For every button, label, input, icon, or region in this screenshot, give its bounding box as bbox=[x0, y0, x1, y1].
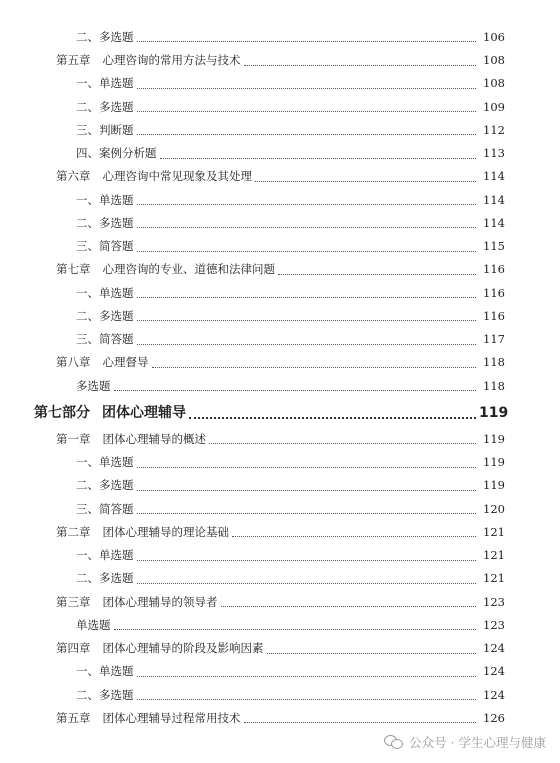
toc-chapter-number: 第二章 bbox=[56, 524, 91, 539]
dot-leader bbox=[137, 698, 477, 700]
toc-entry-title bbox=[76, 687, 134, 702]
toc-entry-label: 一、单选题 bbox=[76, 664, 134, 679]
toc-section-entry[interactable] bbox=[0, 189, 560, 212]
toc-section-entry[interactable] bbox=[0, 305, 560, 328]
dot-leader bbox=[137, 250, 477, 252]
toc-page-number: 119 bbox=[483, 431, 505, 446]
toc-page-number: 113 bbox=[483, 146, 505, 161]
toc-chapter-number: 第一章 bbox=[56, 431, 91, 446]
toc-entry-label: 二、多选题 bbox=[76, 99, 134, 114]
toc-page-number: 118 bbox=[483, 355, 505, 370]
toc-section-entry[interactable] bbox=[0, 282, 560, 305]
toc-entry-label: 二、多选题 bbox=[76, 571, 134, 586]
toc-page-number: 109 bbox=[483, 99, 505, 114]
toc-page-number: 123 bbox=[483, 594, 505, 609]
toc-entry-label: 二、多选题 bbox=[76, 687, 134, 702]
toc-entry-title bbox=[76, 241, 134, 253]
toc-chapter-entry[interactable] bbox=[0, 707, 560, 730]
toc-page-number: 126 bbox=[483, 710, 505, 725]
toc-entry-label: 心理咨询中常见现象及其处理 bbox=[102, 169, 252, 184]
toc-chapter-entry[interactable] bbox=[0, 521, 560, 544]
dot-leader bbox=[137, 559, 477, 561]
toc-section-entry[interactable] bbox=[0, 451, 560, 474]
toc-section-entry[interactable] bbox=[0, 119, 560, 142]
dot-leader bbox=[137, 466, 477, 468]
toc-chapter-number: 第七部分 bbox=[34, 405, 90, 421]
dot-leader bbox=[137, 40, 477, 42]
toc-page-number: 119 bbox=[483, 455, 505, 470]
toc-page-number: 116 bbox=[483, 262, 505, 277]
dot-leader bbox=[255, 180, 476, 182]
toc-entry-label: 三、简答题 bbox=[76, 239, 134, 254]
toc-entry-title bbox=[76, 308, 134, 323]
toc-entry-title bbox=[76, 215, 134, 230]
toc-entry-label: 心理咨询的专业、道德和法律问题 bbox=[102, 262, 275, 277]
toc-page-number: 124 bbox=[483, 641, 505, 656]
toc-entry-title bbox=[56, 171, 252, 183]
toc-entry-label: 心理咨询的常用方法与技术 bbox=[102, 53, 241, 68]
toc-page-number: 114 bbox=[483, 192, 505, 207]
toc-section-entry[interactable] bbox=[0, 544, 560, 567]
toc-entry-title bbox=[56, 643, 264, 655]
dot-leader bbox=[244, 721, 477, 723]
toc-page-number: 114 bbox=[483, 169, 505, 184]
toc-page-number: 108 bbox=[483, 53, 505, 68]
toc-entry-label: 一、单选题 bbox=[76, 285, 134, 300]
toc-section-entry[interactable] bbox=[0, 375, 560, 398]
watermark bbox=[384, 733, 546, 751]
toc-section-entry[interactable] bbox=[0, 212, 560, 235]
toc-entry-label: 二、多选题 bbox=[76, 215, 134, 230]
toc-entry-title bbox=[76, 29, 134, 44]
toc-entry-title bbox=[56, 524, 229, 539]
toc-section-entry[interactable] bbox=[0, 235, 560, 258]
dot-leader bbox=[137, 319, 477, 321]
toc-chapter-entry[interactable] bbox=[0, 166, 560, 189]
toc-entry-label: 二、多选题 bbox=[76, 308, 134, 323]
toc-page-number: 116 bbox=[483, 285, 505, 300]
dot-leader bbox=[114, 628, 477, 630]
toc-part-entry[interactable] bbox=[0, 398, 560, 428]
toc-entry-title bbox=[56, 264, 275, 276]
toc-entry-title bbox=[76, 501, 134, 516]
toc-entry-label: 三、简答题 bbox=[76, 501, 134, 516]
dot-leader bbox=[232, 535, 476, 537]
dot-leader bbox=[160, 157, 477, 159]
toc-page-number: 121 bbox=[483, 548, 505, 563]
dot-leader bbox=[137, 675, 477, 677]
toc-entry-title bbox=[76, 122, 134, 137]
dot-leader bbox=[137, 512, 477, 514]
dot-leader bbox=[137, 110, 477, 112]
dot-leader bbox=[189, 416, 476, 419]
toc-section-entry[interactable] bbox=[0, 614, 560, 637]
toc-entry-label: 团体心理辅导的阶段及影响因素 bbox=[102, 641, 264, 656]
toc-entry-label: 团体心理辅导的领导者 bbox=[102, 594, 218, 609]
toc-page-number: 108 bbox=[483, 76, 505, 91]
toc-page-number: 106 bbox=[483, 29, 505, 44]
toc-page-number: 124 bbox=[483, 664, 505, 679]
toc-section-entry[interactable] bbox=[0, 684, 560, 707]
toc-section-entry[interactable] bbox=[0, 568, 560, 591]
toc-chapter-entry[interactable] bbox=[0, 591, 560, 614]
toc-entry-title bbox=[76, 99, 134, 114]
dot-leader bbox=[137, 489, 477, 491]
toc-page-number: 119 bbox=[483, 478, 505, 493]
dot-leader bbox=[278, 273, 476, 275]
toc-entry-title bbox=[76, 666, 134, 678]
toc-entry-label: 一、单选题 bbox=[76, 192, 134, 207]
toc-entry-label: 三、简答题 bbox=[76, 332, 134, 347]
toc-page-number: 114 bbox=[483, 215, 505, 230]
toc-entry-label: 团体心理辅导过程常用技术 bbox=[102, 710, 241, 725]
toc-page-number: 116 bbox=[483, 308, 505, 323]
toc-page-number: 123 bbox=[483, 617, 505, 632]
toc-page-number: 112 bbox=[483, 122, 505, 137]
toc-entry-label: 二、多选题 bbox=[76, 29, 134, 44]
toc-section-entry[interactable] bbox=[0, 328, 560, 351]
toc-entry-title bbox=[56, 357, 149, 369]
toc-entry-title bbox=[76, 480, 134, 492]
watermark-text: 公众号 · 学生心理与健康 bbox=[409, 735, 546, 750]
toc-entry-label: 一、单选题 bbox=[76, 76, 134, 91]
toc-section-entry[interactable] bbox=[0, 475, 560, 498]
dot-leader bbox=[267, 652, 477, 654]
toc-chapter-number: 第七章 bbox=[56, 262, 91, 277]
dot-leader bbox=[152, 366, 477, 368]
toc-section-entry[interactable] bbox=[0, 661, 560, 684]
toc-entry-title bbox=[56, 710, 241, 725]
dot-leader bbox=[137, 203, 477, 205]
toc-entry-title bbox=[76, 148, 157, 160]
toc-entry-label: 心理督导 bbox=[102, 355, 149, 370]
toc-entry-title bbox=[34, 406, 186, 420]
toc-page-number: 121 bbox=[483, 524, 505, 539]
toc-page-number: 119 bbox=[479, 405, 509, 421]
toc-entry-title bbox=[76, 192, 134, 207]
dot-leader bbox=[221, 605, 477, 607]
dot-leader bbox=[209, 442, 476, 444]
toc-entry-title bbox=[76, 334, 134, 346]
toc-chapter-entry[interactable] bbox=[0, 49, 560, 72]
toc-entry-title bbox=[76, 573, 134, 585]
toc-entry-title bbox=[56, 594, 218, 609]
toc-entry-title bbox=[56, 55, 241, 67]
toc-section-entry[interactable] bbox=[0, 96, 560, 119]
toc-entry-label: 四、案例分析题 bbox=[76, 146, 157, 161]
toc-section-entry[interactable] bbox=[0, 26, 560, 49]
toc-section-entry[interactable] bbox=[0, 73, 560, 96]
toc-chapter-entry[interactable] bbox=[0, 637, 560, 660]
toc-page-number: 115 bbox=[483, 239, 505, 254]
toc-chapter-number: 第六章 bbox=[56, 169, 91, 184]
toc-entry-title bbox=[76, 457, 134, 469]
toc-page-number: 124 bbox=[483, 687, 505, 702]
toc-section-entry[interactable] bbox=[0, 498, 560, 521]
toc-chapter-entry[interactable] bbox=[0, 352, 560, 375]
toc-chapter-entry[interactable] bbox=[0, 259, 560, 282]
dot-leader bbox=[137, 226, 477, 228]
toc-entry-label: 一、单选题 bbox=[76, 455, 134, 470]
toc-entry-label: 三、判断题 bbox=[76, 122, 134, 137]
toc-entry-label: 团体心理辅导 bbox=[102, 405, 186, 421]
wechat-icon bbox=[384, 735, 404, 750]
dot-leader bbox=[137, 87, 477, 89]
toc-entry-title bbox=[76, 285, 134, 300]
toc-entry-label: 多选题 bbox=[76, 378, 111, 393]
dot-leader bbox=[137, 343, 477, 345]
dot-leader bbox=[137, 296, 477, 298]
table-of-contents bbox=[0, 26, 560, 730]
dot-leader bbox=[114, 389, 477, 391]
toc-entry-label: 单选题 bbox=[76, 617, 111, 632]
toc-page-number: 120 bbox=[483, 501, 505, 516]
toc-chapter-number: 第五章 bbox=[56, 710, 91, 725]
toc-page-number: 117 bbox=[483, 332, 505, 347]
toc-entry-label: 团体心理辅导的理论基础 bbox=[102, 524, 229, 539]
toc-entry-title bbox=[76, 617, 111, 632]
toc-entry-title bbox=[56, 431, 206, 446]
toc-entry-title bbox=[76, 550, 134, 562]
toc-chapter-number: 第八章 bbox=[56, 355, 91, 370]
toc-entry-title bbox=[76, 378, 111, 393]
toc-page-number: 121 bbox=[483, 571, 505, 586]
dot-leader bbox=[137, 133, 477, 135]
toc-chapter-number: 第三章 bbox=[56, 594, 91, 609]
dot-leader bbox=[137, 582, 477, 584]
toc-entry-label: 二、多选题 bbox=[76, 478, 134, 493]
toc-page-number: 118 bbox=[483, 378, 505, 393]
dot-leader bbox=[244, 64, 477, 66]
toc-section-entry[interactable] bbox=[0, 142, 560, 165]
toc-entry-label: 一、单选题 bbox=[76, 548, 134, 563]
toc-chapter-number: 第四章 bbox=[56, 641, 91, 656]
toc-chapter-entry[interactable] bbox=[0, 428, 560, 451]
toc-entry-label: 团体心理辅导的概述 bbox=[102, 431, 206, 446]
toc-entry-title bbox=[76, 78, 134, 90]
toc-chapter-number: 第五章 bbox=[56, 53, 91, 68]
